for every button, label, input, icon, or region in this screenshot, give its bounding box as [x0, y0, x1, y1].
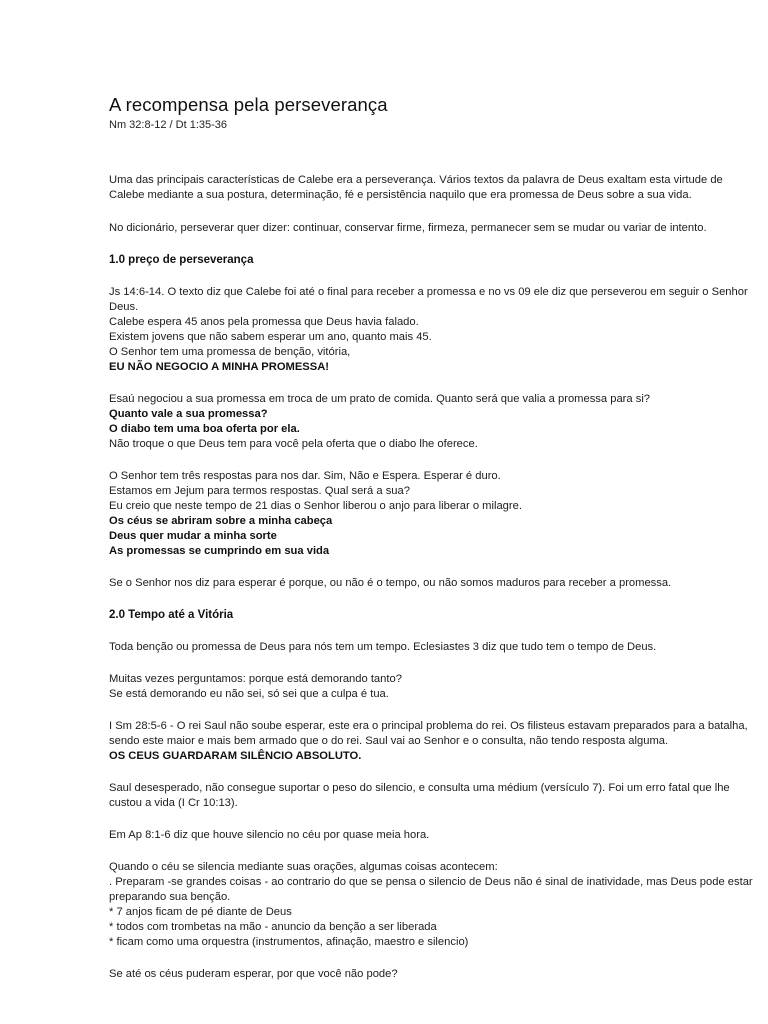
text-line: Se o Senhor nos diz para esperar é porque, ou não é o tempo, ou não somos maduros para receber a promessa.	[109, 577, 672, 589]
text-line: Se até os céus puderam esperar, por que você não pode?	[109, 968, 398, 980]
list-item: * 7 anjos ficam de pé diante de Deus	[109, 906, 292, 918]
paragraph-intro	[109, 173, 729, 203]
bible-reference: Nm 32:8-12 / Dt 1:35-36	[109, 119, 228, 131]
section-heading-2	[109, 608, 729, 623]
text-line: Toda benção ou promessa de Deus para nós tem um tempo. Eclesiastes 3 diz que tudo tem o tempo de Deus.	[109, 641, 657, 653]
paragraph-apocalipse	[109, 828, 729, 843]
text-line: O Senhor tem três respostas para nos dar. Sim, Não e Espera. Esperar é duro.	[109, 470, 501, 482]
emphasis-line: Quanto vale a sua promessa?	[109, 408, 268, 420]
section-heading-1	[109, 253, 729, 268]
text-line: Saul desesperado, não consegue suportar o peso do silencio, e consulta uma médium (versículo 7). Foi um erro fatal que lhe	[109, 782, 730, 794]
text-line: Esaú negociou a sua promessa em troca de um prato de comida. Quanto será que valia a promessa para si?	[109, 393, 651, 405]
paragraph-esau	[109, 392, 729, 452]
text-line: Quando o céu se silencia mediante suas orações, algumas coisas acontecem:	[109, 861, 498, 873]
paragraph-definition	[109, 221, 729, 236]
paragraph-medium	[109, 781, 729, 811]
text-line: Uma das principais características de Calebe era a perseverança. Vários textos da palavra de Deus exaltam esta virtude de	[109, 174, 723, 186]
paragraph-tempo	[109, 640, 729, 655]
paragraph-demorando	[109, 672, 729, 702]
text-line: Estamos em Jejum para termos respostas. Qual será a sua?	[109, 485, 410, 497]
emphasis-line: O diabo tem uma boa oferta por ela.	[109, 423, 300, 435]
text-line: Muitas vezes perguntamos: porque está demorando tanto?	[109, 673, 402, 685]
paragraph-closing	[109, 967, 729, 982]
text-line: Não troque o que Deus tem para você pela oferta que o diabo lhe oferece.	[109, 438, 478, 450]
text-line: . Preparam -se grandes coisas - ao contrario do que se pensa o silencio de Deus não é sinal de inatividade, mas Deus pode estar	[109, 876, 753, 888]
text-line: preparando sua benção.	[109, 891, 231, 903]
emphasis-line: As promessas se cumprindo em sua vida	[109, 545, 330, 557]
paragraph-respostas	[109, 469, 729, 559]
text-line: Eu creio que neste tempo de 21 dias o Senhor liberou o anjo para liberar o milagre.	[109, 500, 522, 512]
text-line: Em Ap 8:1-6 diz que houve silencio no céu por quase meia hora.	[109, 829, 430, 841]
section-heading: 2.0 Tempo até a Vitória	[109, 609, 234, 621]
section-heading: 1.0 preço de perseverança	[109, 254, 254, 266]
emphasis-line: EU NÃO NEGOCIO A MINHA PROMESSA!	[109, 361, 330, 373]
text-line: I Sm 28:5-6 - O rei Saul não soube esperar, este era o principal problema do rei. Os filisteus estavam preparados para a batalha,	[109, 720, 748, 732]
paragraph-js14	[109, 285, 748, 375]
list-item: * ficam como uma orquestra (instrumentos, afinação, maestro e silencio)	[109, 936, 469, 948]
text-line: Existem jovens que não sabem esperar um ano, quanto mais 45.	[109, 331, 432, 343]
document-body	[109, 94, 753, 982]
paragraph-saul	[109, 719, 748, 764]
paragraph-silencio	[109, 860, 753, 950]
text-line: Se está demorando eu não sei, só sei que a culpa é tua.	[109, 688, 389, 700]
text-line: custou a vida (I Cr 10:13).	[109, 797, 238, 809]
text-line: Calebe mediante a sua postura, determinação, fé e persistência naquilo que era promessa de Deus sobre a sua vida.	[109, 189, 692, 201]
emphasis-line: Os céus se abriram sobre a minha cabeça	[109, 515, 333, 527]
text-line: Deus.	[109, 301, 139, 313]
emphasis-line: Deus quer mudar a minha sorte	[109, 530, 277, 542]
text-line: sendo este maior e mais bem armado que o do rei. Saul vai ao Senhor e o consulta, não tendo resposta alguma.	[109, 735, 669, 747]
emphasis-line: OS CEUS GUARDARAM SILÊNCIO ABSOLUTO.	[109, 750, 362, 762]
paragraph-esperar	[109, 576, 729, 591]
list-item: * todos com trombetas na mão - anuncio da benção a ser liberada	[109, 921, 437, 933]
document-title: A recompensa pela perseverança	[109, 94, 388, 115]
text-line: Js 14:6-14. O texto diz que Calebe foi até o final para receber a promessa e no vs 09 ele diz que perseverou em seguir o Senhor	[109, 286, 748, 298]
text-line: Calebe espera 45 anos pela promessa que Deus havia falado.	[109, 316, 419, 328]
text-line: No dicionário, perseverar quer dizer: continuar, conservar firme, firmeza, permanecer sem se mudar ou variar de intento.	[109, 222, 707, 234]
text-line: O Senhor tem uma promessa de benção, vitória,	[109, 346, 351, 358]
